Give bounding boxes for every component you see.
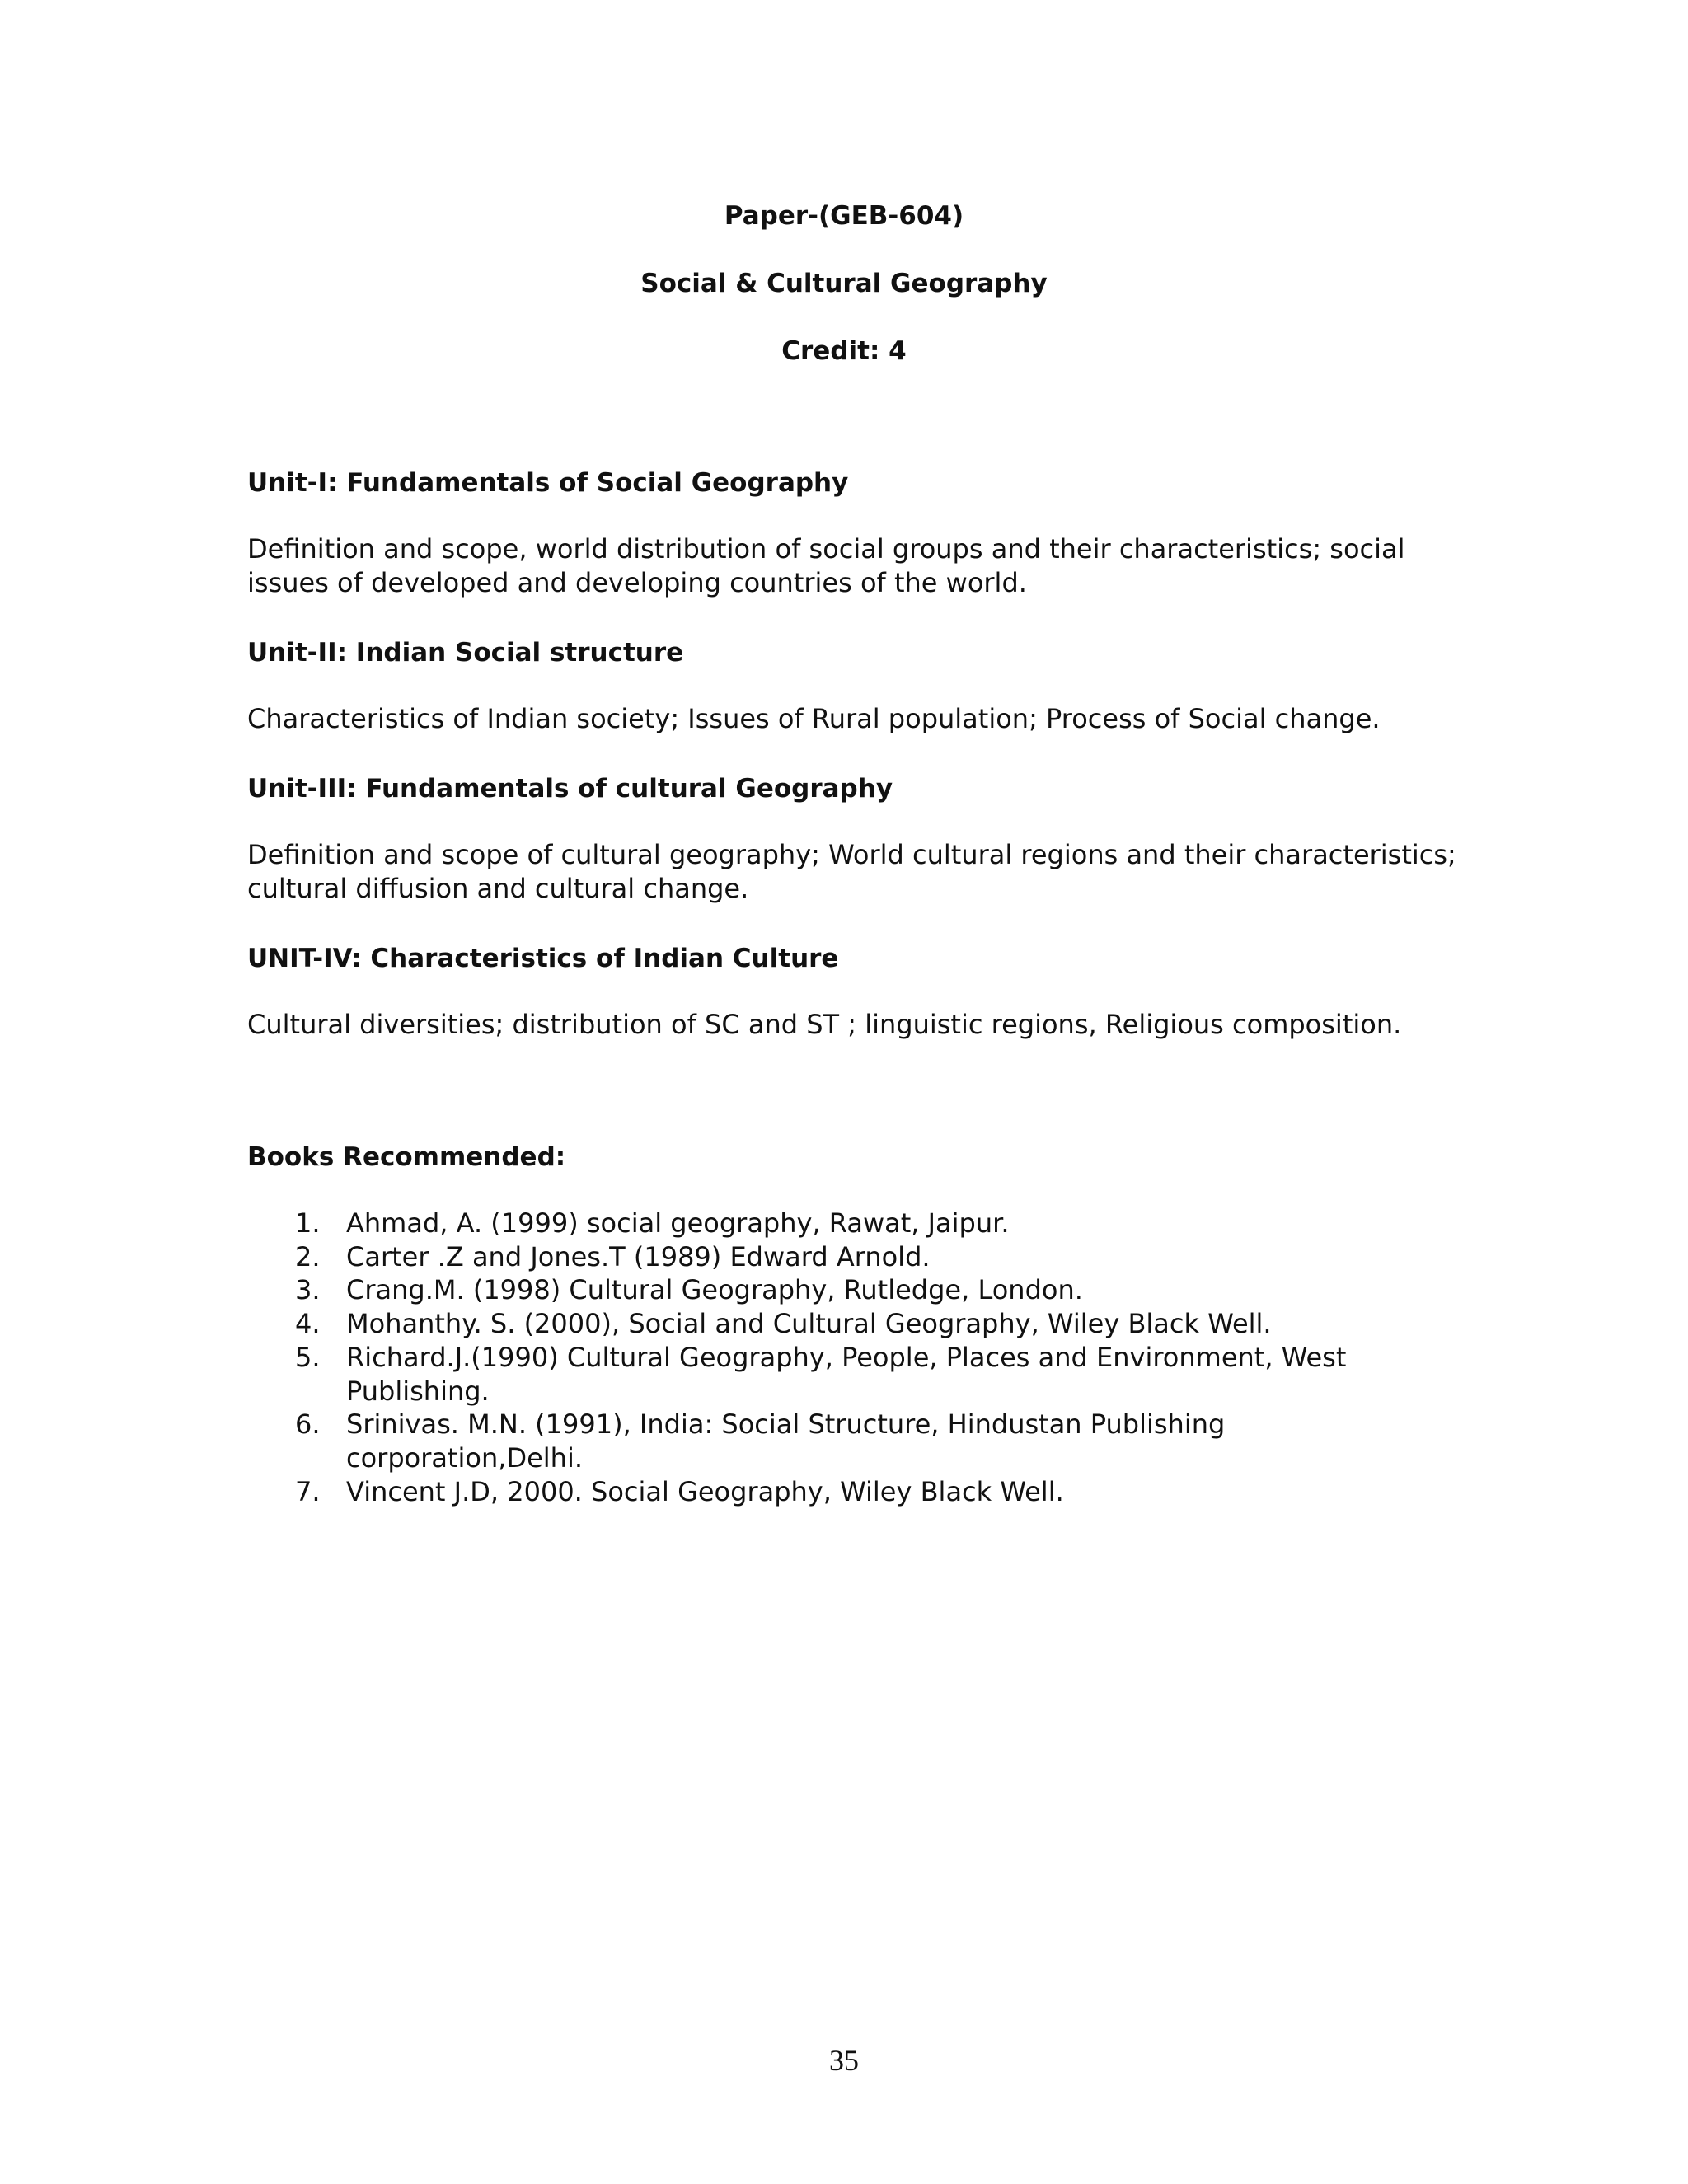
list-number: 7. [295,1475,321,1507]
list-item [247,1475,1459,1509]
units-section [247,466,1459,1042]
book-citation: Mohanthy. S. (2000), Social and Cultural Geography, Wiley Black Well. [346,1308,1272,1340]
list-number: 6. [295,1408,321,1441]
unit-heading: Unit-II: Indian Social structure [247,638,684,668]
unit-heading: Unit-I: Fundamentals of Social Geography [247,468,849,498]
list-number: 2. [295,1240,321,1272]
list-number: 1. [295,1207,321,1239]
list-number: 4. [295,1308,321,1340]
book-citation: Ahmad, A. (1999) social geography, Rawat, Jaipur. [346,1207,1010,1239]
page-number: 35 [829,2044,859,2077]
unit-3 [247,772,1459,906]
book-citation: Srinivas. M.N. (1991), India: Social Structure, Hindustan Publishing corporation,Delhi. [346,1408,1226,1474]
book-citation: Carter .Z and Jones.T (1989) Edward Arnold. [346,1240,931,1272]
unit-description: Characteristics of Indian society; Issues of Rural population; Process of Social change. [247,703,1381,734]
list-item [247,1240,1459,1274]
list-item [247,1341,1459,1408]
unit-2 [247,636,1459,736]
credit-label: Credit: 4 [781,336,907,366]
books-heading: Books Recommended: [247,1142,566,1172]
book-citation: Crang.M. (1998) Cultural Geography, Rutledge, London. [346,1274,1083,1306]
unit-heading: UNIT-IV: Characteristics of Indian Culture [247,944,839,973]
course-title: Social & Cultural Geography [640,269,1048,298]
unit-heading: Unit-III: Fundamentals of cultural Geography [247,774,893,804]
list-item [247,1408,1459,1474]
list-item [247,1207,1459,1240]
unit-description: Definition and scope of cultural geography; World cultural regions and their characteristics; cultural diffusion and cultural change. [247,839,1456,904]
paper-code: Paper-(GEB-604) [724,201,964,231]
book-citation: Richard.J.(1990) Cultural Geography, People, Places and Environment, West Publishing. [346,1341,1347,1407]
books-section [247,1141,1459,1508]
list-item [247,1307,1459,1341]
list-number: 3. [295,1274,321,1306]
unit-4 [247,942,1459,1042]
unit-description: Cultural diversities; distribution of SC and ST ; linguistic regions, Religious composition. [247,1009,1402,1040]
list-number: 5. [295,1341,321,1373]
unit-1 [247,466,1459,600]
book-citation: Vincent J.D, 2000. Social Geography, Wiley Black Well. [346,1475,1064,1507]
list-item [247,1273,1459,1307]
book-list [247,1207,1459,1508]
unit-description: Definition and scope, world distribution of social groups and their characteristics; social issues of developed and developing countries of the world. [247,533,1405,598]
